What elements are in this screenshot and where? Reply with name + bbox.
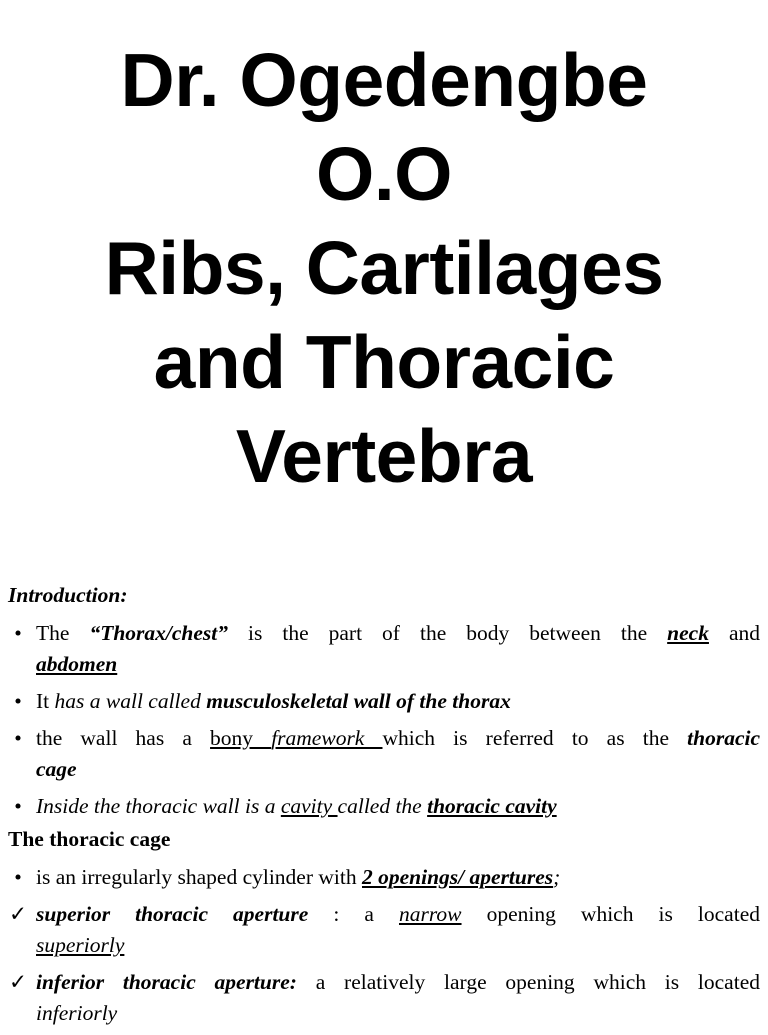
- bullet-icon: •: [14, 865, 22, 889]
- bullet-icon: •: [14, 689, 22, 713]
- term-thoracic: thoracic: [687, 726, 760, 750]
- title-line-author: Dr. Ogedengbe: [120, 38, 648, 122]
- term-superiorly: superiorly: [36, 933, 125, 957]
- list-item-bony-framework: [8, 723, 760, 785]
- line: superior thoracic aperture : a narrow opening which is located: [36, 902, 760, 926]
- bullet-icon: •: [14, 794, 22, 818]
- line: inferior thoracic aperture: a relatively large opening which is located: [36, 970, 760, 994]
- bullet-icon: •: [14, 726, 22, 750]
- term-abdomen: abdomen: [36, 652, 118, 676]
- list-item-superior-aperture: [8, 899, 760, 961]
- title-line-topic-2: and Thoracic: [153, 320, 615, 404]
- term-narrow: narrow: [399, 902, 462, 926]
- list-item-thorax-wall: • It has a wall called musculoskeletal wall of the thorax: [8, 686, 760, 717]
- section-heading-introduction: Introduction:: [8, 583, 128, 607]
- term-openings: 2 openings/ apertures: [362, 865, 554, 889]
- page-title: [0, 33, 768, 503]
- list-item-inferior-aperture: [8, 967, 760, 1029]
- line: The “Thorax/chest” is the part of the body between the neck and: [36, 621, 760, 645]
- term-inferiorly: inferiorly: [36, 1001, 118, 1025]
- term-musculoskeletal-wall: musculoskeletal wall of the thorax: [206, 689, 511, 713]
- term-superior-aperture: superior thoracic aperture: [36, 902, 309, 926]
- title-line-topic-3: Vertebra: [235, 414, 533, 498]
- title-line-initials: O.O: [315, 132, 452, 216]
- document-body: [8, 580, 760, 1035]
- checkmark-icon: ✓: [8, 970, 27, 994]
- term-cage: cage: [36, 757, 77, 781]
- term-inferior-aperture: inferior thoracic aperture:: [36, 970, 297, 994]
- bullet-icon: •: [14, 621, 22, 645]
- checkmark-icon: ✓: [8, 902, 27, 926]
- term-thoracic-cavity: thoracic cavity: [427, 794, 557, 818]
- list-item-thorax-definition: [8, 618, 760, 680]
- list-item-cylinder: • is an irregularly shaped cylinder with 2 openings/ apertures;: [8, 862, 760, 893]
- term-neck: neck: [667, 621, 709, 645]
- term-cavity: cavity: [280, 794, 338, 818]
- line: the wall has a bony framework which is referred to as the thoracic: [36, 726, 760, 750]
- section-heading-thoracic-cage: The thoracic cage: [8, 827, 171, 851]
- title-line-topic-1: Ribs, Cartilages: [104, 226, 664, 310]
- list-item-thoracic-cavity: • Inside the thoracic wall is a cavity called the thoracic cavity: [8, 791, 760, 822]
- term-framework: framework: [271, 726, 383, 750]
